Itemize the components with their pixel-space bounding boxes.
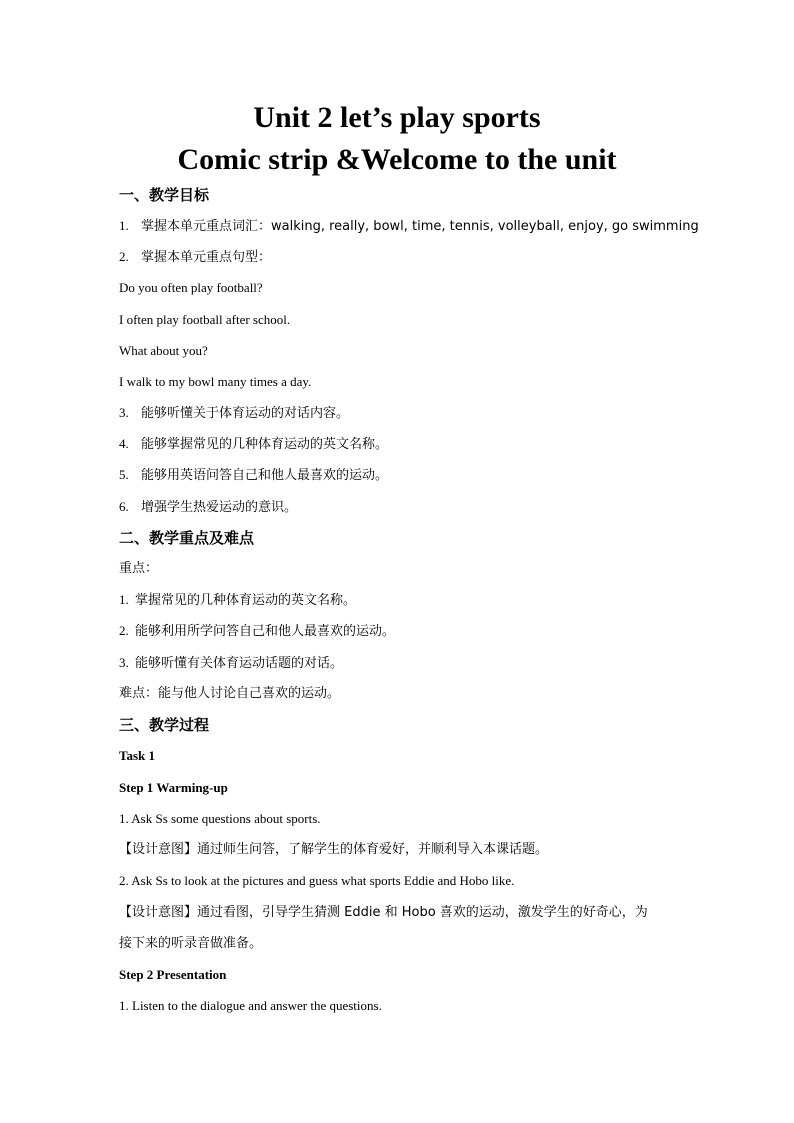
- section-heading-objectives: 一、教学目标: [119, 186, 210, 204]
- design-intent: 【设计意图】通过师生问答，了解学生的体育爱好，并顺利导入本课话题。: [119, 842, 549, 857]
- objective-number: 6.: [119, 499, 129, 514]
- objective-text: 能够听懂关于体育运动的对话内容。: [141, 406, 350, 421]
- objective-text: 能够用英语问答自己和他人最喜欢的运动。: [141, 468, 389, 483]
- key-point-text: 能够听懂有关体育运动话题的对话。: [135, 656, 344, 671]
- step-heading-warming-up: Step 1 Warming-up: [119, 780, 228, 795]
- key-point-text: 能够利用所学问答自己和他人最喜欢的运动。: [135, 624, 396, 639]
- key-sentence: I walk to my bowl many times a day.: [119, 374, 312, 389]
- key-sentence: Do you often play football?: [119, 280, 263, 295]
- key-sentence: What about you?: [119, 343, 208, 358]
- document-title-line-2: Comic strip &Welcome to the unit: [177, 143, 617, 176]
- key-point-number: 2.: [119, 623, 129, 638]
- objective-text: 掌握本单元重点句型：: [141, 250, 272, 265]
- design-intent: 【设计意图】通过看图，引导学生猜测 Eddie 和 Hobo 喜欢的运动，激发学生的好奇心，为: [119, 905, 648, 920]
- section-heading-key-points: 二、教学重点及难点: [119, 529, 255, 547]
- step-item: 1. Listen to the dialogue and answer the questions.: [119, 998, 382, 1013]
- task-label: Task 1: [119, 748, 156, 763]
- objective-item-5: [119, 465, 388, 486]
- key-point-number: 3.: [119, 655, 129, 670]
- objective-number: 4.: [119, 436, 129, 451]
- key-point-item-2: [119, 621, 395, 642]
- document-title-line-1: Unit 2 let’s play sports: [253, 101, 541, 134]
- objective-number: 3.: [119, 405, 129, 420]
- key-point-number: 1.: [119, 592, 129, 607]
- objective-number: 5.: [119, 467, 129, 482]
- objective-item-2: [119, 247, 271, 268]
- key-point-text: 掌握常见的几种体育运动的英文名称。: [135, 593, 357, 608]
- step-heading-presentation: Step 2 Presentation: [119, 967, 227, 982]
- objective-item-3: [119, 403, 349, 424]
- objective-item-6: [119, 497, 297, 518]
- objective-text: 增强学生热爱运动的意识。: [141, 500, 298, 515]
- key-point-item-1: [119, 590, 356, 611]
- design-intent-continuation: 接下来的听录音做准备。: [119, 936, 263, 951]
- objective-number: 1.: [119, 218, 129, 233]
- difficult-point: 难点：能与他人讨论自己喜欢的运动。: [119, 686, 341, 701]
- objective-text: 能够掌握常见的几种体育运动的英文名称。: [141, 437, 389, 452]
- step-item: 2. Ask Ss to look at the pictures and guess what sports Eddie and Hobo like.: [119, 873, 515, 888]
- key-point-item-3: [119, 653, 343, 674]
- step-item: 1. Ask Ss some questions about sports.: [119, 811, 321, 826]
- objective-text: 掌握本单元重点词汇：walking, really, bowl, time, tennis, volleyball, enjoy, go swimming: [141, 219, 699, 234]
- section-heading-process: 三、教学过程: [119, 716, 210, 734]
- objective-item-1: [119, 216, 699, 237]
- key-points-label: 重点：: [119, 561, 159, 576]
- objective-number: 2.: [119, 249, 129, 264]
- objective-item-4: [119, 434, 388, 455]
- key-sentence: I often play football after school.: [119, 312, 291, 327]
